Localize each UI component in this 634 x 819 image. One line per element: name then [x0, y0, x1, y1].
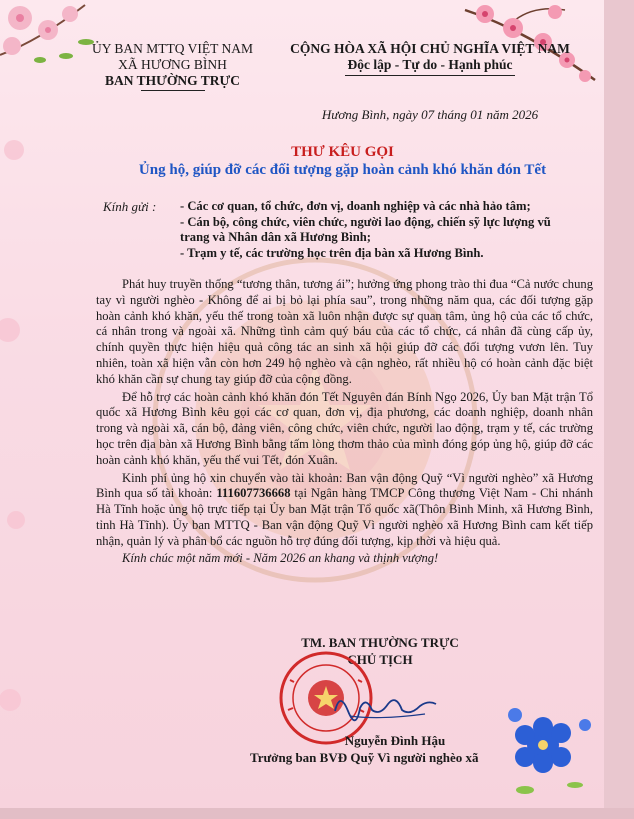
letter-title: THƯ KÊU GỌI	[291, 144, 394, 160]
letter-subtitle: Ủng hộ, giúp đỡ các đối tượng gặp hoàn cảnh khó khăn đón Tết	[138, 162, 547, 178]
national-header	[270, 41, 590, 76]
page-margin	[0, 808, 634, 819]
agency-header	[75, 41, 270, 91]
agency-department: BAN THƯỜNG TRỰC	[104, 73, 240, 88]
letter-body	[96, 277, 593, 566]
recipient-item: - Cán bộ, công chức, viên chức, người lao động, chiến sỹ lực lượng vũ	[180, 214, 551, 229]
signer-name: Nguyễn Đình Hậu	[344, 733, 446, 748]
national-title: CỘNG HÒA XÃ HỘI CHỦ NGHĨA VIỆT NAM	[290, 41, 570, 56]
donation-text: Kinh phí ủng hộ xin chuyển vào tài khoản: Ban vận động Quỹ “Vì người nghèo” xã Hương Bình qua số tài khoản:	[96, 470, 593, 501]
signature-title: CHỦ TỊCH	[347, 652, 413, 667]
body-paragraph-1: Phát huy truyền thống “tương thân, tương ái”; hưởng ứng phong trào thi đua “Cả nước chung tay vì người nghèo - Không để ai bị bỏ lại phía sau”, trong những năm qua, các đối tượng gặp hoàn cảnh khó khăn, yếu thế trong toàn xã luôn nhận được sự quan tâm, ủng hộ của các tổ chức, cá nhân trong và ngoài xã. Những tình cảm quý báu của các tổ chức, cá nhân đã cùng cấp ủy, chính quyền thực hiện hiệu quả công tác an sinh xã hội giúp đỡ các đối tượng vươn lên. Tuy nhiên, toàn xã hiện vẫn còn hơn 249 hộ nghèo và cận nghèo, rất nhiều hộ có hoàn cảnh đặc biệt khó khăn cần sự chung tay giúp đỡ của cộng đồng.	[96, 277, 593, 386]
body-paragraph-3	[96, 471, 593, 550]
closing-wish: Kính chúc một năm mới - Năm 2026 an khang và thịnh vượng!	[122, 550, 439, 565]
motto-underline	[345, 75, 515, 76]
recipient-item: trang và Nhân dân xã Hương Bình;	[180, 230, 371, 244]
signature-role: TM. BAN THƯỜNG TRỰC	[301, 635, 459, 650]
donation-details: tại Ngân hàng TMCP Công thương Việt Nam - Chi nhánh Hà Tĩnh hoặc ủng hộ trực tiếp tại Ủy ban Mặt trận Tổ quốc xã(Thôn Bình Minh, xã Hương Bình, tỉnh Hà Tĩnh). Ủy ban MTTQ - Ban vận động Quỹ Vì người nghèo xã Hương Bình cam kết tiếp nhận, quản lý và phân bổ các nguồn hỗ trợ đúng đối tượng, kịp thời và hiệu quả.	[96, 486, 594, 548]
flower-decoration-icon	[495, 705, 600, 808]
body-paragraph-2: Để hỗ trợ các hoàn cảnh khó khăn đón Tết Nguyên đán Bính Ngọ 2026, Ủy ban Mặt trận Tổ quốc xã Hương Bình kêu gọi các cơ quan, đơn vị, địa phương, các doanh nghiệp, doanh nhân trong và ngoài xã, cán bộ, đảng viên, công chức, viên chức, người lao động, trạm y tế, các trường học trên địa bàn xã Hương Bình bằng tấm lòng thơm thảo của mình đóng góp ủng hộ, giúp đỡ các hoàn cảnh khó khăn, yếu thế vui Tết, đón Xuân.	[96, 389, 593, 467]
recipient-item: - Các cơ quan, tổ chức, đơn vị, doanh nghiệp và các nhà hảo tâm;	[180, 199, 531, 213]
flower-border-icon	[0, 90, 40, 808]
recipients-label: Kính gửi :	[103, 199, 157, 214]
bank-account-number: 111607736668	[216, 486, 291, 501]
national-motto: Độc lập - Tự do - Hạnh phúc	[347, 57, 513, 72]
page-margin	[604, 0, 634, 819]
signer-position: Trưởng ban BVĐ Quỹ Vì người nghèo xã	[250, 750, 479, 765]
agency-name: ỦY BAN MTTQ VIỆT NAM	[92, 41, 253, 56]
handwritten-signature-icon	[330, 686, 440, 726]
date-line: Hương Bình, ngày 07 tháng 01 năm 2026	[321, 107, 539, 122]
agency-commune: XÃ HƯƠNG BÌNH	[118, 57, 227, 72]
recipient-item: - Trạm y tế, các trường học trên địa bàn xã Hương Bình.	[180, 245, 484, 260]
header-underline	[141, 90, 205, 91]
recipients-list	[180, 199, 595, 261]
